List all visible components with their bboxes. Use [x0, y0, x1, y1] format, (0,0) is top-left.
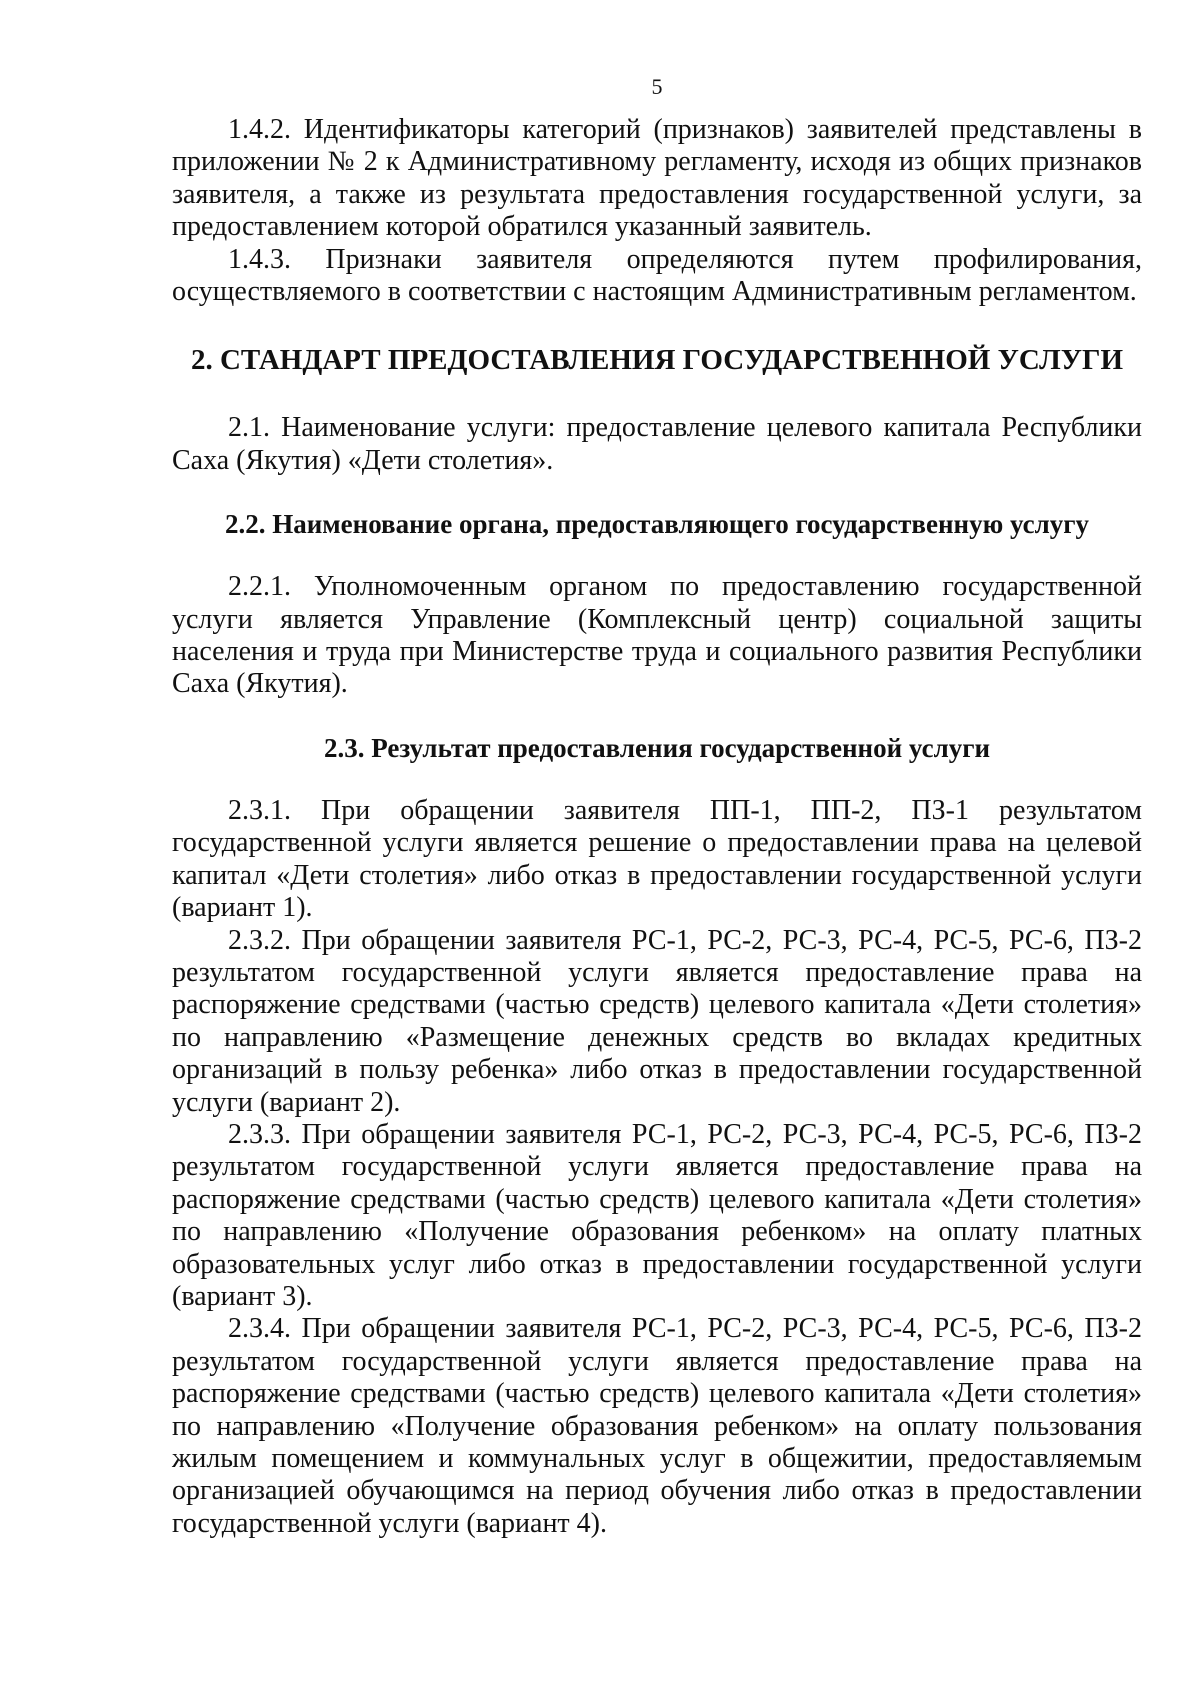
- document-page: [172, 72, 1142, 1540]
- section-heading-2: 2. СТАНДАРТ ПРЕДОСТАВЛЕНИЯ ГОСУДАРСТВЕННОЙ УСЛУГИ: [190, 344, 1124, 377]
- paragraph-2-3-4: 2.3.4. При обращении заявителя РС-1, РС-2, РС-3, РС-4, РС-5, РС-6, ПЗ-2 результатом государственной услуги является предоставление права на распоряжение средствами (частью средств) целевого капитала «Дети столетия» по направлению «Получение образования ребенком» на оплату пользования жилым помещением и коммунальных услуг в общежитии, предоставляемым организацией обучающимся на период обучения либо отказ в предоставлении государственной услуги (вариант 4).: [172, 1313, 1142, 1539]
- paragraph-1-4-3: 1.4.3. Признаки заявителя определяются путем профилирования, осуществляемого в соответствии с настоящим Административным регламентом.: [172, 243, 1142, 308]
- page-number: 5: [651, 74, 663, 99]
- subsection-heading-2-2: 2.2. Наименование органа, предоставляющего государственную услугу: [224, 509, 1090, 540]
- paragraph-1-4-2: 1.4.2. Идентификаторы категорий (признаков) заявителей представлены в приложении № 2 к Административному регламенту, исходя из общих признаков заявителя, а также из результата предоставления государственной услуги, за предоставлением которой обратился указанный заявитель.: [172, 114, 1142, 243]
- paragraph-2-3-3: 2.3.3. При обращении заявителя РС-1, РС-2, РС-3, РС-4, РС-5, РС-6, ПЗ-2 результатом государственной услуги является предоставление права на распоряжение средствами (частью средств) целевого капитала «Дети столетия» по направлению «Получение образования ребенком» на оплату платных образовательных услуг либо отказ в предоставлении государственной услуги (вариант 3).: [172, 1118, 1142, 1312]
- paragraph-2-1: 2.1. Наименование услуги: предоставление целевого капитала Республики Саха (Якутия) «Дети столетия».: [172, 412, 1142, 476]
- subsection-heading-2-3: 2.3. Результат предоставления государственной услуги: [323, 732, 991, 763]
- paragraph-2-2-1: 2.2.1. Уполномоченным органом по предоставлению государственной услуги является Управление (Комплексный центр) социальной защиты населения и труда при Министерстве труда и социального развития Республики Саха (Якутия).: [172, 571, 1142, 700]
- paragraph-2-3-1: 2.3.1. При обращении заявителя ПП-1, ПП-2, ПЗ-1 результатом государственной услуги является решение о предоставлении права на целевой капитал «Дети столетия» либо отказ в предоставлении государственной услуги (вариант 1).: [172, 794, 1142, 924]
- paragraph-2-3-2: 2.3.2. При обращении заявителя РС-1, РС-2, РС-3, РС-4, РС-5, РС-6, ПЗ-2 результатом государственной услуги является предоставление права на распоряжение средствами (частью средств) целевого капитала «Дети столетия» по направлению «Размещение денежных средств во вкладах кредитных организаций в пользу ребенка» либо отказ в предоставлении государственной услуги (вариант 2).: [172, 924, 1142, 1118]
